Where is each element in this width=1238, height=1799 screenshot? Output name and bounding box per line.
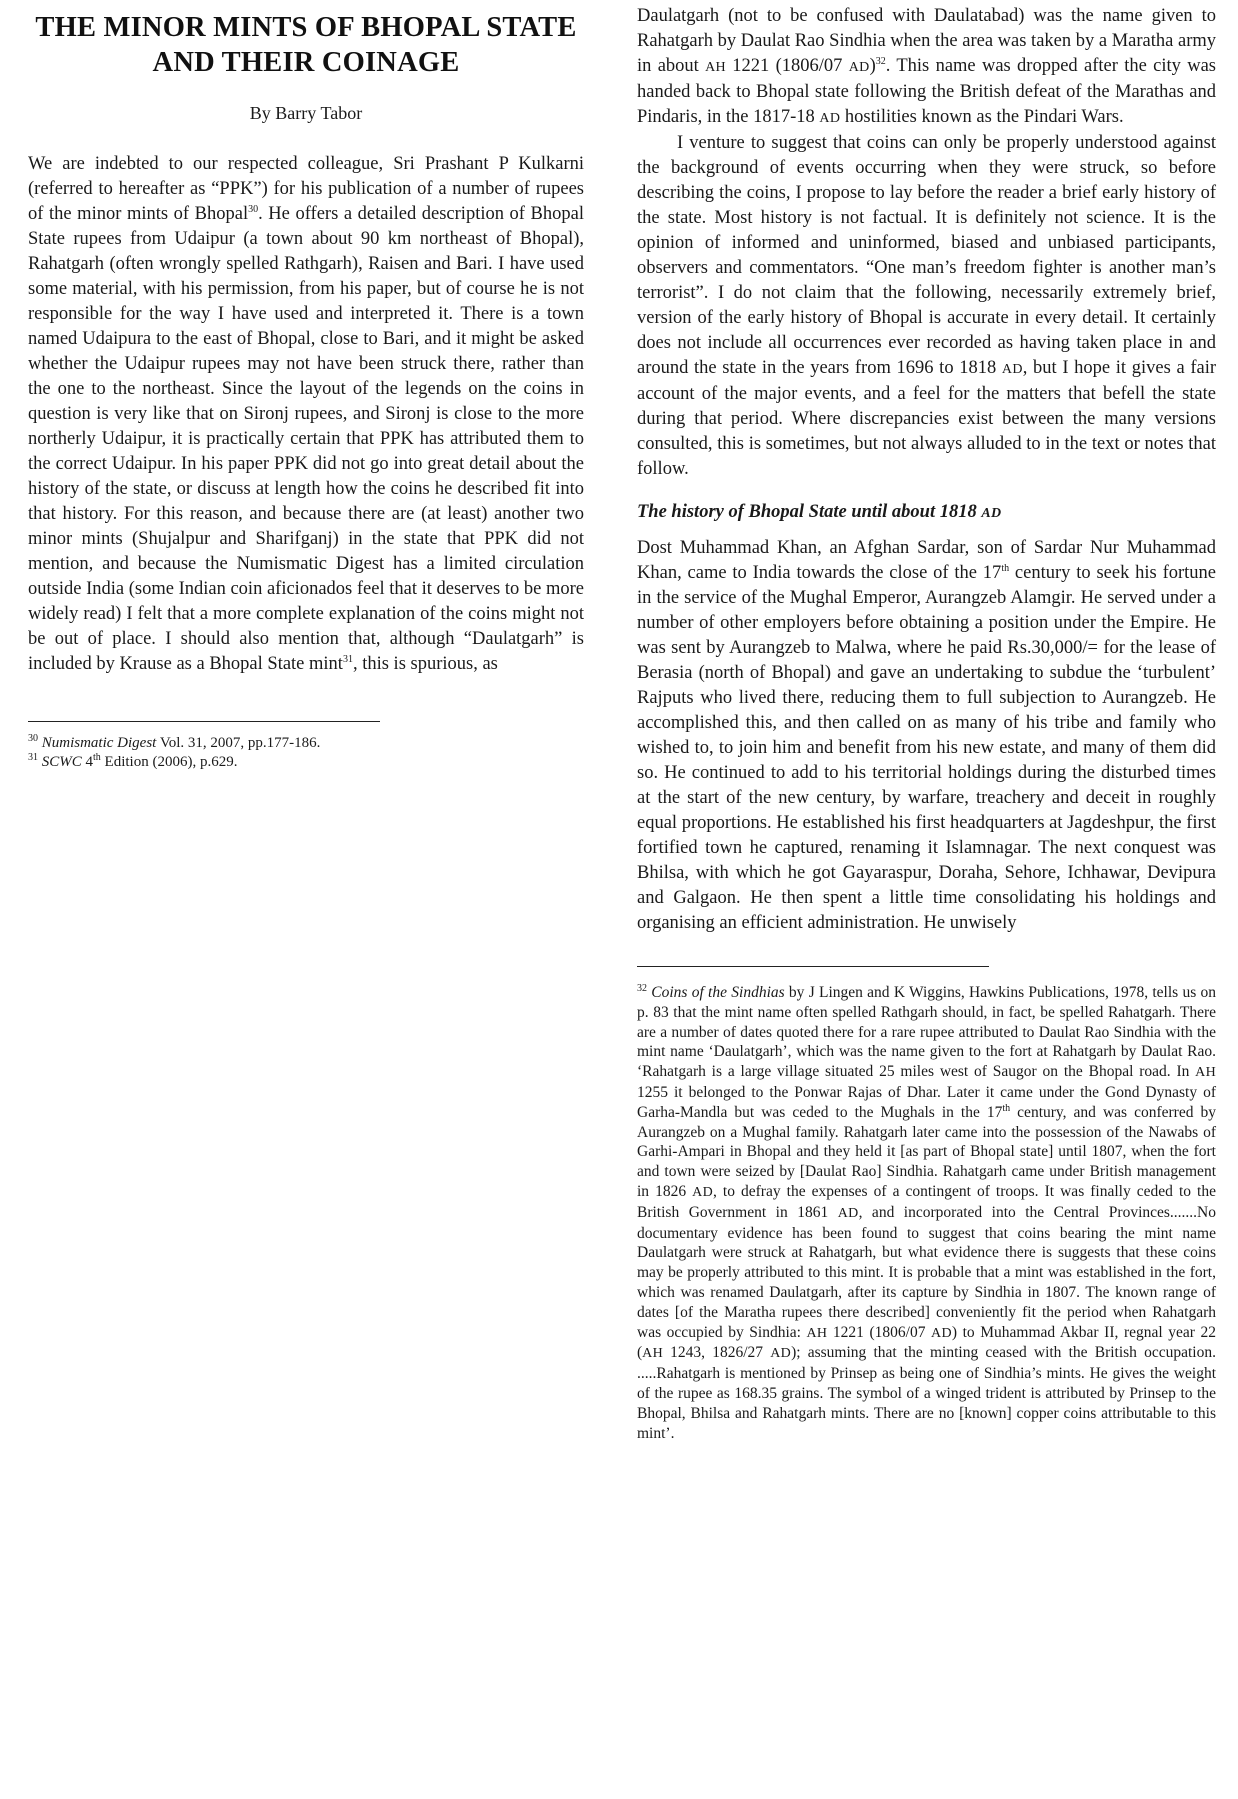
footnote-divider [28, 721, 380, 722]
footnote-30-text: Vol. 31, 2007, pp.177-186. [156, 735, 321, 751]
fn32-era-ah-2: AH [806, 1325, 828, 1341]
p1-text-d: . This name was dropped after the city was handed back to Bhopal state following the British defeat of the Marathas and Pindaris, in the 1817-18 [637, 56, 1216, 127]
section-heading [637, 500, 1216, 526]
footnote-31-ordinal: th [93, 752, 101, 763]
left-column [28, 0, 584, 772]
p1-text-c: ) [869, 56, 876, 76]
p3-text-b: century to seek his fortune in the service of the Mughal Emperor, Aurangzeb Alamgir. He served under a number of other employers before obtaining a position under the Empire. He was sent by Aurangzeb to Malwa, where he paid Rs.30,000/= for the lease of Berasia (north of Bhopal) and gave an undertaking to subdue the ‘turbulent’ Rajputs who lived there, reducing them to full subjection to Aurangzeb. He accomplished this, and then called on as many of his tribe and family who wished to, to join him and benefit from his new estate, and many of them did so. He continued to add to his territorial holdings during the disturbed times at the start of the new century, by warfare, treachery and deceit in roughly equal proportions. He established his first headquarters at Jagdeshpur, the first fortified town he captured, renaming it Islamnagar. The next conquest was Bhilsa, with which he got Gayaraspur, Doraha, Sehore, Ichhawar, Devipura and Galgaon. He then spent a little time consolidating his holdings and organising an efficient administration. He unwisely [637, 563, 1216, 933]
p2-era-ad: AD [1001, 362, 1023, 377]
fn32-text-e: , and incorporated into the Central Provinces.......No documentary evidence has been found to suggest that coins bearing the mint name Daulatgarh were struck at Rahatgarh, but what evidence there is suggests that these coins may be properly attributed to this mint. It is probable that a mint was established in the fort, which was renamed Daulatgarh, after its capture by Sindhia in 1807. The known range of dates [of the Maratha rupees there described] conveniently fit the period when Rahatgarh was occupied by Sindhia: [637, 1203, 1216, 1341]
fn32-text-b: 1255 it belonged to the Ponwar Rajas of Dhar. Later it came under the Gond Dynasty of Garha-Mandla but was ceded to the Mughals in the 17 [637, 1083, 1216, 1121]
byline: By Barry Tabor [249, 103, 363, 123]
venture-paragraph [637, 131, 1216, 482]
fn32-ordinal: th [1002, 1102, 1011, 1114]
footnote-31-text-b: Edition (2006), p.629. [100, 754, 238, 770]
footnote-32 [637, 983, 1216, 1443]
history-paragraph [637, 536, 1216, 936]
footnote-ref-31: 31 [342, 653, 353, 665]
fn32-text-a: by J Lingen and K Wiggins, Hawkins Publications, 1978, tells us on p. 83 that the mint name often spelled Rathgarh should, in fact, be spelled Rahatgarh. There are a number of dates quoted there for a rare rupee attributed to Daulat Rao Sindhia with the mint name ‘Daulatgarh’, which was the name given to the fort at Rahatgarh by Daulat Rao. ‘Rahatgarh is a large village situated 25 miles west of Saugor on the Bhopal road. In [637, 984, 1216, 1081]
footnote-32-title: Coins of the Sindhias [651, 984, 785, 1001]
fn32-text-c: century, and was conferred by Aurangzeb on a Mughal family. Rahatgarh later came into the possession of the Nawabs of Garhi-Ampari in Bhopal and they held it [as part of Bhopal state] until 1807, when the fort and town were seized by [Daulat Rao] Sindhia. Rahatgarh came under British management in 1826 [637, 1103, 1216, 1200]
p3-text-a: Dost Muhammad Khan, an Afghan Sardar, son of Sardar Nur Muhammad Khan, came to India towards the close of the 17 [637, 538, 1216, 583]
p2-text-a: I venture to suggest that coins can only be properly understood against the background of events occurring when they were struck, so before describing the coins, I propose to lay before the reader a brief early history of the state. Most history is not factual. It is definitely not science. It is the opinion of informed and uninformed, biased and unbiased participants, observers and commentators. “One man’s freedom fighter is another man’s terrorist”. I do not claim that the following, necessarily extremely brief, version of the early history of Bhopal is accurate in every detail. It certainly does not include all occurrences ever recorded as having taken place in and around the state in the years from 1696 to 1818 [637, 133, 1216, 378]
fn32-era-ad: AD [692, 1184, 713, 1200]
fn32-text-f: 1221 (1806/07 [827, 1323, 932, 1341]
footnote-31-text-a: 4 [81, 754, 94, 770]
fn32-text-i: ); assuming that the minting ceased with the British occupation. .....Rahatgarh is mentioned by Prinsep as being one of Sindhia’s mints. He gives the weight of the rupee as 168.35 grains. The symbol of a winged trident is attributed by Prinsep to the Bhopal, Bhilsa and Rahatgarh mints. There are no [known] copper coins attributable to this mint’. [637, 1344, 1216, 1442]
footnote-30-number: 30 [28, 733, 38, 744]
p1-text-b: 1221 (1806/07 [725, 56, 849, 76]
title-line-1: THE MINOR MINTS OF BHOPAL STATE [35, 12, 577, 43]
footnote-ref-30: 30 [248, 203, 259, 215]
footnote-32-number: 32 [637, 982, 647, 994]
intro-paragraph [28, 152, 584, 677]
p1-era-ad-2: AD [819, 111, 841, 126]
fn32-era-ah-3: AH [642, 1346, 663, 1362]
footnote-ref-32: 32 [875, 55, 886, 67]
footnotes-left [28, 734, 584, 772]
article-title [28, 10, 584, 80]
fn32-era-ad-4: AD [770, 1346, 792, 1362]
footnote-31-title: SCWC [41, 754, 82, 770]
section-heading-era: AD [981, 506, 1002, 521]
footnote-31 [28, 753, 584, 772]
fn32-era-ad-2: AD [837, 1205, 859, 1221]
footnote-30-title: Numismatic Digest [41, 735, 157, 751]
fn32-text-d: , to defray the expenses of a contingent of troops. It was finally ceded to the British Government in 1861 [637, 1182, 1216, 1221]
fn32-text-h: 1243, 1826/27 [663, 1344, 771, 1362]
footnote-divider-right [637, 966, 989, 967]
p1-text-a: Daulatgarh (not to be confused with Daulatabad) was the name given to Rahatgarh by Daulat Rao Sindhia when the area was taken by a Maratha army in about [637, 6, 1216, 76]
right-column [637, 0, 1216, 1443]
footnote-30 [28, 734, 584, 753]
title-line-2: AND THEIR COINAGE [152, 47, 460, 78]
fn32-era-ah: AH [1195, 1065, 1216, 1081]
intro-text-a: We are indebted to our respected colleague, Sri Prashant P Kulkarni (referred to hereafter as “PPK”) for his publication of a number of rupees of the minor mints of Bhopal [28, 154, 584, 224]
footnote-31-number: 31 [28, 752, 38, 763]
section-heading-text: The history of Bhopal State until about 1818 [637, 502, 977, 522]
p3-ordinal: th [1001, 562, 1010, 574]
p1-era-ah: AH [705, 60, 726, 75]
fn32-text-g: ) to Muhammad Akbar II, regnal year 22 ( [637, 1323, 1216, 1362]
daulatgarh-paragraph [637, 4, 1216, 131]
p1-era-ad: AD [848, 60, 870, 75]
intro-text-c: , this is spurious, as [352, 654, 498, 674]
p1-text-e: hostilities known as the Pindari Wars. [840, 107, 1124, 127]
intro-text-b: . He offers a detailed description of Bhopal State rupees from Udaipur (a town about 90 km northeast of Bhopal), Rahatgarh (often wrongly spelled Rathgarh), Raisen and Bari. I have used some material, with his permission, from his paper, but of course he is not responsible for the way I have used and interpreted it. There is a town named Udaipura to the east of Bhopal, close to Bari, and it might be asked whether the Udaipur rupees may not have been struck there, rather than the one to the northeast. Since the layout of the legends on the coins in question is very like that on Sironj rupees, and Sironj is close to the more northerly Udaipur, it is practically certain that PPK has attributed them to the correct Udaipur. In his paper PPK did not go into great detail about the history of the state, or discuss at length how the coins he described fit into that history. For this reason, and because there are (at least) another two minor mints (Shujalpur and Sharifganj) in the state that PPK did not mention, and because the Numismatic Digest has a limited circulation outside India (some Indian coin aficionados feel that it deserves to be more widely read) I felt that a more complete explanation of the coins might not be out of place. I should also mention that, although “Daulatgarh” is included by Krause as a Bhopal State mint [28, 204, 584, 674]
p2-text-b: , but I hope it gives a fair account of the major events, and a feel for the matters that befell the state during that period. Where discrepancies exist between the many versions consulted, this is sometimes, but not always alluded to in the text or notes that follow. [637, 358, 1216, 479]
fn32-era-ad-3: AD [931, 1325, 952, 1341]
